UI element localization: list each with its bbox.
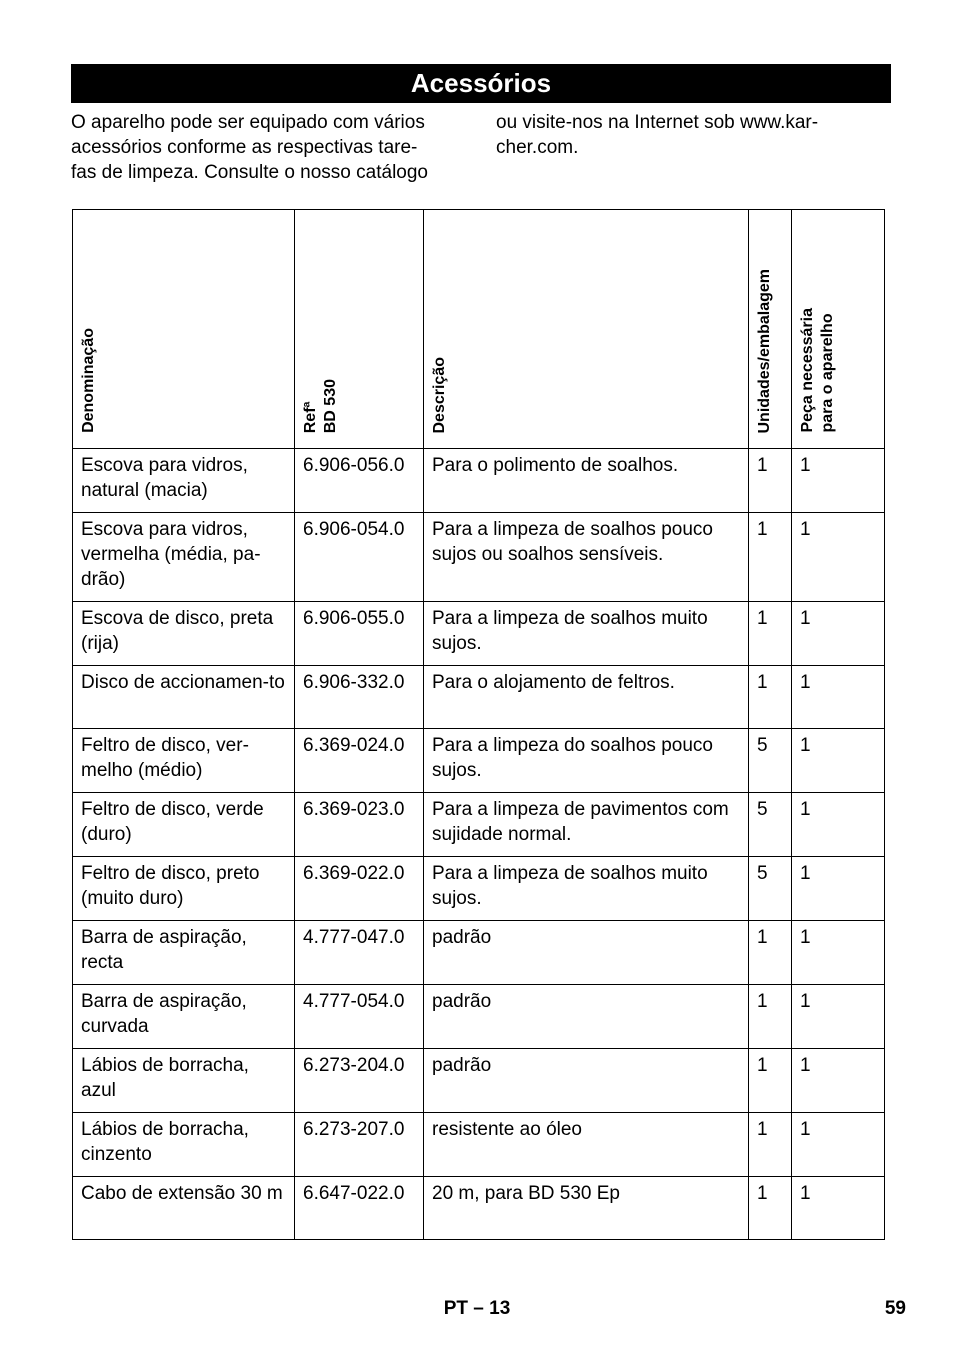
header-required [792,210,885,449]
cell-ref: 6.273-204.0 [295,1049,424,1113]
cell-required: 1 [792,985,885,1049]
cell-ref: 6.906-054.0 [295,513,424,602]
cell-name: Feltro de disco, preto (muito duro) [73,857,295,921]
table-header-row [73,210,885,449]
cell-units: 1 [749,1113,792,1177]
table-row [73,602,885,666]
cell-description: padrão [424,985,749,1049]
cell-name: Barra de aspiração, recta [73,921,295,985]
table-row [73,666,885,729]
cell-description: Para a limpeza de soalhos muito sujos. [424,602,749,666]
cell-name: Lábios de borracha, cinzento [73,1113,295,1177]
cell-description: Para a limpeza de pavimentos com sujidade normal. [424,793,749,857]
header-name-label: Denominação [80,328,97,433]
header-ref-model: BD 530 [322,378,339,433]
header-description [424,210,749,449]
cell-name: Disco de accionamen-to [73,666,295,729]
intro-text-right: ou visite-nos na Internet sob www.kar- cher.com. [496,112,819,158]
cell-ref: 6.273-207.0 [295,1113,424,1177]
cell-ref: 6.906-332.0 [295,666,424,729]
section-title: Acessórios [410,68,552,98]
table-row [73,921,885,985]
cell-required: 1 [792,602,885,666]
cell-required: 1 [792,921,885,985]
cell-units: 1 [749,602,792,666]
cell-name: Feltro de disco, verde (duro) [73,793,295,857]
cell-description: padrão [424,1049,749,1113]
header-ref [295,210,424,449]
cell-description: Para a limpeza do soalhos pouco sujos. [424,729,749,793]
table-row [73,449,885,513]
table-row [73,1113,885,1177]
cell-units: 1 [749,921,792,985]
cell-ref: 6.369-022.0 [295,857,424,921]
cell-units: 5 [749,857,792,921]
page-number: 59 [884,1298,906,1319]
table-row [73,857,885,921]
cell-name: Escova para vidros, vermelha (média, pa-drão) [73,513,295,602]
intro-text-left: O aparelho pode ser equipado com vários acessórios conforme as respectivas tare- fas de limpeza. Consulte o nosso catálogo [71,112,428,183]
table-body [73,449,885,1240]
cell-required: 1 [792,513,885,602]
header-units [749,210,792,449]
cell-description: resistente ao óleo [424,1113,749,1177]
header-name [73,210,295,449]
cell-description: Para a limpeza de soalhos muito sujos. [424,857,749,921]
header-required-line1: Peça necessária [799,308,816,433]
cell-description: 20 m, para BD 530 Ep [424,1177,749,1240]
cell-description: Para a limpeza de soalhos pouco sujos ou soalhos sensíveis. [424,513,749,602]
cell-units: 1 [749,1049,792,1113]
cell-name: Lábios de borracha, azul [73,1049,295,1113]
table-row [73,1177,885,1240]
cell-name: Feltro de disco, ver-melho (médio) [73,729,295,793]
cell-ref: 4.777-047.0 [295,921,424,985]
page-footer-label: PT – 13 [443,1298,511,1319]
cell-description: Para o alojamento de feltros. [424,666,749,729]
header-ref-label: Refª [302,401,319,433]
cell-ref: 4.777-054.0 [295,985,424,1049]
cell-description: padrão [424,921,749,985]
cell-units: 1 [749,449,792,513]
cell-units: 1 [749,666,792,729]
cell-required: 1 [792,1049,885,1113]
cell-ref: 6.647-022.0 [295,1177,424,1240]
cell-required: 1 [792,666,885,729]
header-units-label: Unidades/embalagem [756,268,773,433]
section-title-bar [71,64,891,103]
cell-required: 1 [792,449,885,513]
cell-description: Para o polimento de soalhos. [424,449,749,513]
cell-name: Barra de aspiração, curvada [73,985,295,1049]
cell-name: Escova de disco, preta (rija) [73,602,295,666]
cell-ref: 6.369-023.0 [295,793,424,857]
accessories-table [72,209,885,1240]
cell-required: 1 [792,1113,885,1177]
cell-required: 1 [792,1177,885,1240]
cell-ref: 6.369-024.0 [295,729,424,793]
cell-name: Escova para vidros, natural (macia) [73,449,295,513]
table-row [73,793,885,857]
table-row [73,985,885,1049]
header-description-label: Descrição [431,356,448,433]
cell-units: 1 [749,1177,792,1240]
header-required-line2: para o aparelho [819,313,836,433]
table-row [73,513,885,602]
cell-units: 1 [749,513,792,602]
cell-required: 1 [792,857,885,921]
cell-required: 1 [792,793,885,857]
cell-required: 1 [792,729,885,793]
cell-units: 1 [749,985,792,1049]
cell-name: Cabo de extensão 30 m [73,1177,295,1240]
cell-ref: 6.906-055.0 [295,602,424,666]
cell-units: 5 [749,729,792,793]
table-row [73,729,885,793]
table-row [73,1049,885,1113]
cell-ref: 6.906-056.0 [295,449,424,513]
cell-units: 5 [749,793,792,857]
